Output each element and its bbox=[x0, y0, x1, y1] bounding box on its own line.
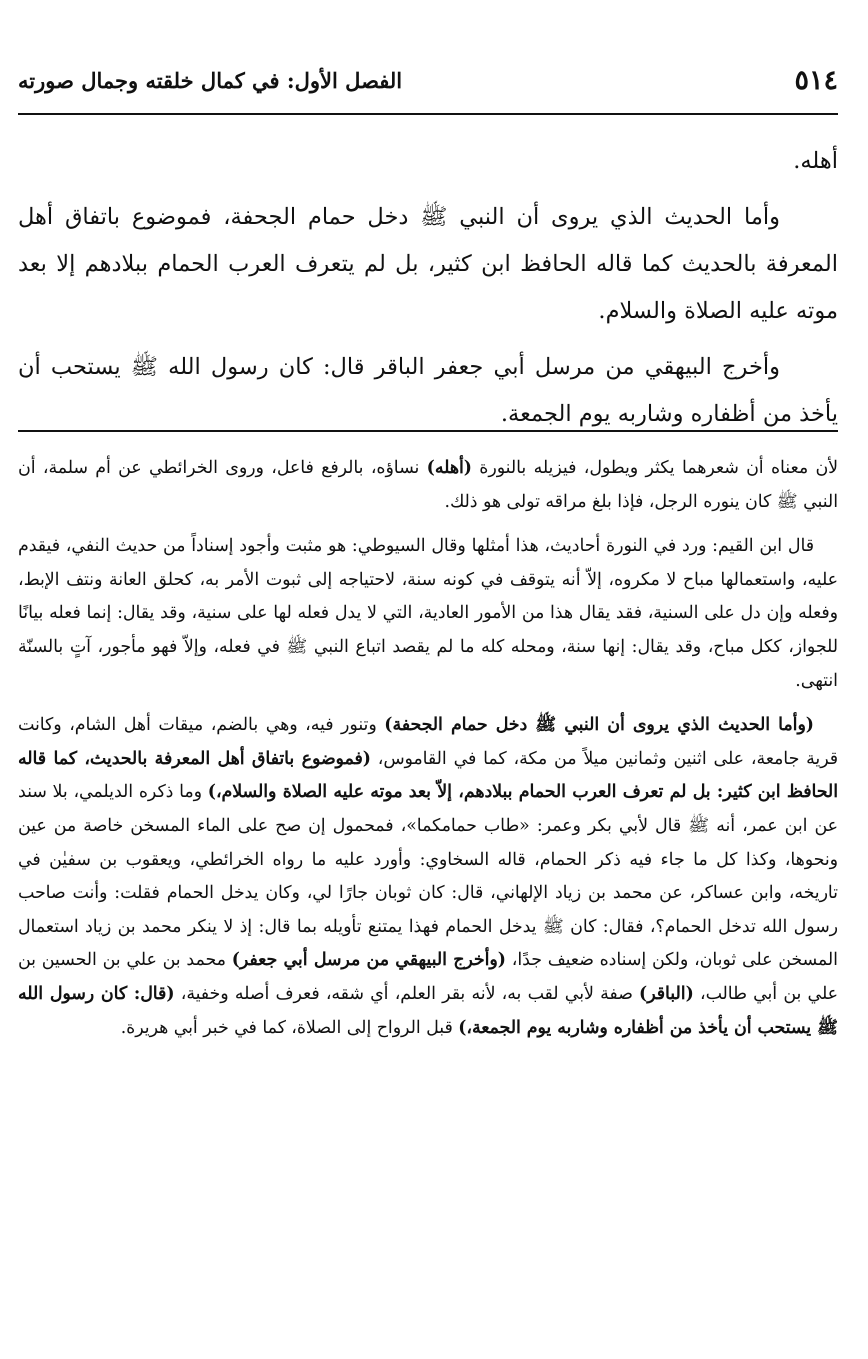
commentary-text: وما ذكره الديلمي، بلا سند عن ابن عمر، أنه ﷺ قال لأبي بكر وعمر: «طاب حمامكما»، فمحمول إن صح على الماء المسخن خاصة من عين ونحوها، وكذا كل ما جاء فيه ذكر الحمام، قاله السخاوي: وأورد عليه ما رواه الخرائطي، ويعقوب بن سفيٰن في تاريخه، وابن عساكر، عن محمد بن زياد الإلهاني، قال: كان ثوبان جارًا لي، وكان يدخل الحمام فقلت: وأنت صاحب رسول الله تدخل الحمام؟، فقال: كان ﷺ يدخل الحمام فهذا يمتنع تأويله بما قال: إذ لا ينكر محمد بن زياد استعمال المسخن على ثوبان، ولكن إسناده ضعيف جدًا، bbox=[18, 782, 838, 971]
commentary bbox=[18, 452, 838, 1056]
main-paragraph-1: أهله. bbox=[793, 148, 838, 174]
commentary-text: قال ابن القيم: ورد في النورة أحاديث، هذا أمثلها وقال السيوطي: هو مثبت وأجود إسناداً من حديث النفي، فيقدم عليه، واستعمالها مباح لا مكروه، إلاّ أنه يتوقف في كونه سنة، لاحتياجه إلى ثبوت الأمر به، كحلق العانة ونتف الإبط، وفعله وإن دل على السنية، فقد يقال هذا من الأمور العادية، التي لا يدل فعله لها على سنية، وقد يقال: إنما فعله بيانًا للجواز، ككل مباح، وقد يقال: إنها سنة، ومحله كله ما لم يقصد اتباع النبي ﷺ في فعله، وإلاّ فهو مأجور، آتٍ بالسنّة انتهى. bbox=[18, 536, 838, 691]
commentary-text: محمد بن علي بن الحسين بن علي بن أبي طالب، bbox=[18, 950, 838, 1004]
commentary-text: صفة لأبي لقب به، لأنه بقر العلم، أي شقه، فعرف أصله وخفية، bbox=[174, 983, 640, 1004]
quoted-term: (وأخرج البيهقي من مرسل أبي جعفر) bbox=[231, 950, 506, 971]
header-divider bbox=[18, 113, 838, 115]
main-paragraph-3: وأخرج البيهقي من مرسل أبي جعفر الباقر قال: كان رسول الله ﷺ يستحب أن يأخذ من أظفاره وشاربه يوم الجمعة. bbox=[18, 354, 838, 427]
commentary-text: لأن معناه أن شعرهما يكثر ويطول، فيزيله بالنورة bbox=[471, 458, 838, 478]
commentary-paragraph-2 bbox=[18, 530, 838, 698]
quoted-term: (قال: كان رسول الله ﷺ يستحب أن يأخذ من أظفاره وشاربه يوم الجمعة،) bbox=[18, 983, 838, 1038]
quoted-term: (فموضوع باتفاق أهل المعرفة بالحديث، كما قاله الحافظ ابن كثير: بل لم تعرف العرب الحمام ببلادهم، إلاّ بعد موته عليه الصلاة والسلام،) bbox=[18, 748, 838, 803]
footnote-divider bbox=[18, 430, 838, 432]
quoted-term: (وأما الحديث الذي يروى أن النبي ﷺ دخل حمام الجحفة) bbox=[384, 715, 814, 736]
main-paragraph-2: وأما الحديث الذي يروى أن النبي ﷺ دخل حمام الجحفة، فموضوع باتفاق أهل المعرفة بالحديث كما قاله الحافظ ابن كثير، بل لم يتعرف العرب الحمام ببلادهم إلا بعد موته عليه الصلاة والسلام. bbox=[18, 204, 838, 324]
page-number: ٥١٤ bbox=[794, 64, 838, 96]
commentary-text: وتنور فيه، وهي بالضم، ميقات أهل الشام، وكانت قرية جامعة، على اثنين وثمانين ميلاً من مكة، كما في القاموس، bbox=[18, 715, 838, 769]
commentary-paragraph-3 bbox=[18, 709, 838, 1045]
commentary-text: قبل الرواح إلى الصلاة، كما في خبر أبي هريرة. bbox=[120, 1017, 459, 1038]
commentary-paragraph-1 bbox=[18, 452, 838, 519]
book-page bbox=[18, 0, 838, 1359]
quoted-term: (أهله) bbox=[426, 458, 472, 478]
commentary-text: نساؤه، بالرفع فاعل، وروى الخرائطي عن أم سلمة، أن النبي ﷺ كان ينوره الرجل، فإذا بلغ مراقه تولى هو ذلك. bbox=[18, 458, 838, 512]
chapter-title: الفصل الأول: في كمال خلقته وجمال صورته bbox=[18, 67, 403, 93]
quoted-term: (الباقر) bbox=[639, 983, 694, 1004]
main-text bbox=[18, 138, 838, 447]
page-header bbox=[18, 60, 838, 100]
